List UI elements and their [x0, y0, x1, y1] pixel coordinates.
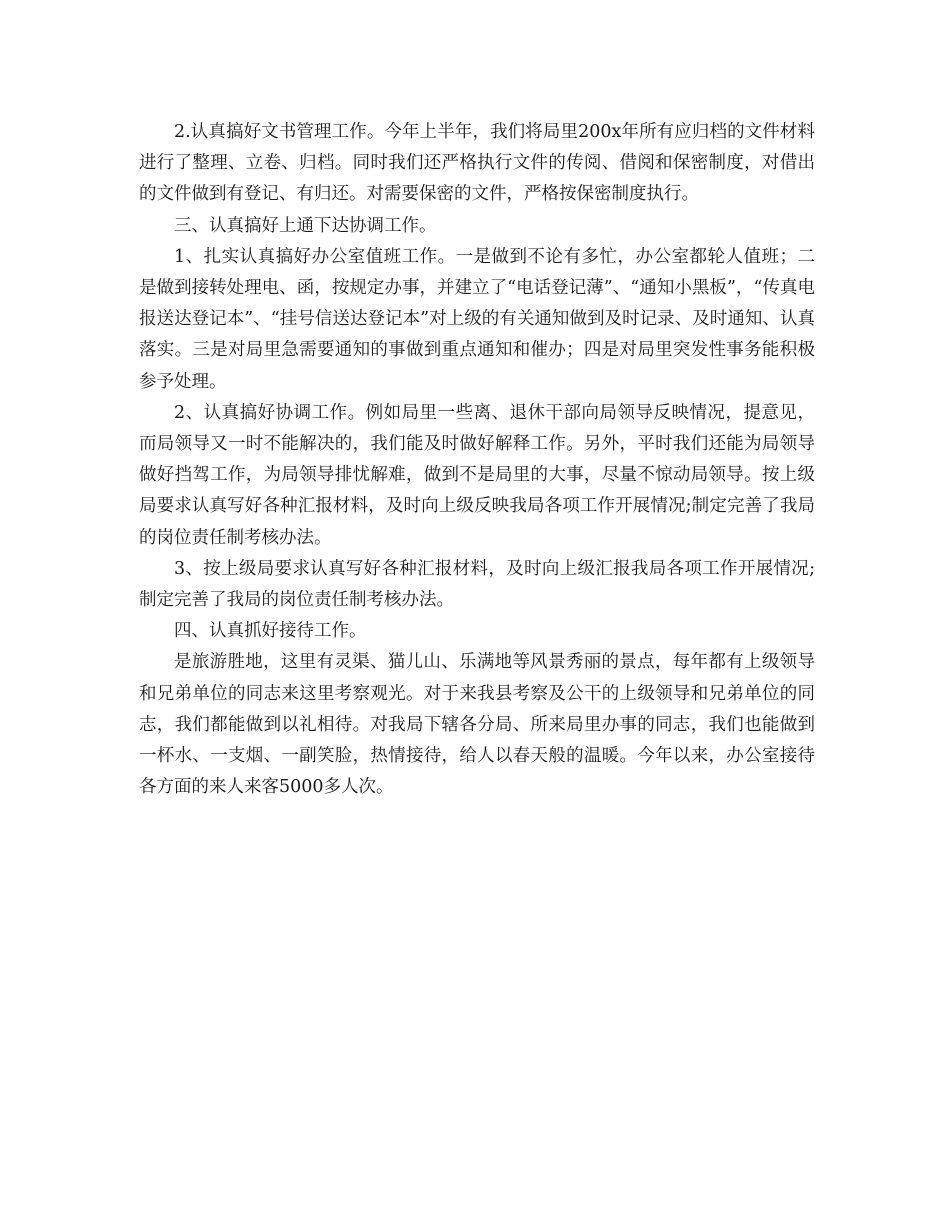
paragraph-duty-work: 1、扎实认真搞好办公室值班工作。一是做到不论有多忙，办公室都轮人值班；二是做到接转处理电、函，按规定办事，并建立了“电话登记薄”、“通知小黑板”，“传真电报送达登记本”、“挂号信送达登记本”对上级的有关通知做到及时记录、及时通知、认真落实。三是对局里急需要通知的事做到重点通知和催办；四是对局里突发性事务能积极参予处理。 — [139, 246, 815, 392]
document-body — [139, 117, 815, 803]
paragraph-reception-work: 是旅游胜地，这里有灵渠、猫儿山、乐满地等风景秀丽的景点，每年都有上级领导和兄弟单位的同志来这里考察观光。对于来我县考察及公干的上级领导和兄弟单位的同志，我们都能做到以礼相待。对我局下辖各分局、所来局里办事的同志，我们也能做到一杯水、一支烟、一副笑脸，热情接待，给人以春天般的温暖。今年以来，办公室接待各方面的来人来客5000多人次。 — [139, 652, 815, 798]
paragraph-report-materials: 3、按上级局要求认真写好各种汇报材料，及时向上级汇报我局各项工作开展情况;制定完善了我局的岗位责任制考核办法。 — [139, 558, 815, 611]
paragraph-coordination-work: 2、认真搞好协调工作。例如局里一些离、退休干部向局领导反映情况，提意见，而局领导又一时不能解决的，我们能及时做好解释工作。另外，平时我们还能为局领导做好挡驾工作，为局领导排忧解难，做到不是局里的大事，尽量不惊动局领导。按上级局要求认真写好各种汇报材料，及时向上级反映我局各项工作开展情况;制定完善了我局的岗位责任制考核办法。 — [139, 402, 815, 548]
paragraph-document-management: 2.认真搞好文书管理工作。今年上半年，我们将局里200x年所有应归档的文件材料进行了整理、立卷、归档。同时我们还严格执行文件的传阅、借阅和保密制度，对借出的文件做到有登记、有归还。对需要保密的文件，严格按保密制度执行。 — [139, 122, 815, 205]
heading-section-three: 三、认真搞好上通下达协调工作。 — [174, 215, 437, 236]
heading-section-four: 四、认真抓好接待工作。 — [174, 621, 367, 642]
